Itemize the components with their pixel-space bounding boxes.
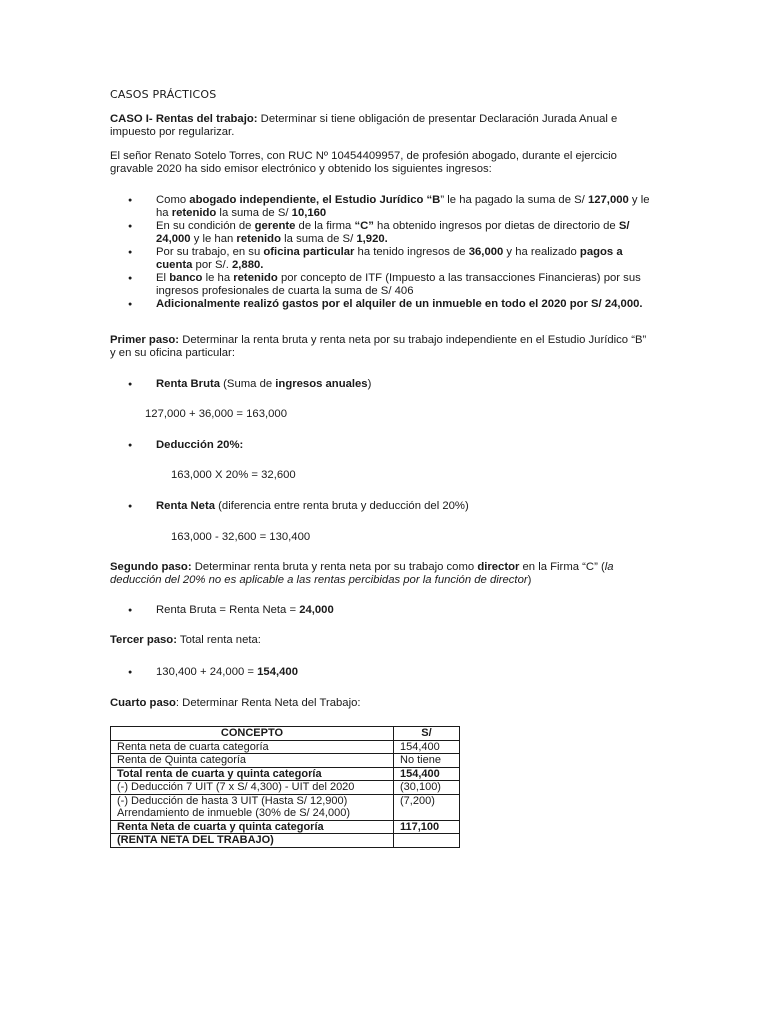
text-run: 10,160: [291, 207, 327, 219]
step1-paragraph: [110, 334, 650, 360]
text-run: Adicionalmente realizó gastos por el alquiler de un inmueble en todo el 2020 por S/ 24,000.: [156, 298, 643, 310]
income-item: [128, 194, 658, 220]
step4-text: : Determinar Renta Neta del Trabajo:: [175, 697, 361, 709]
deduccion-item: [128, 439, 658, 452]
text-run: Por su trabajo, en su: [156, 246, 264, 258]
text-run: ha obtenido ingresos por dietas de directorio de: [373, 220, 619, 232]
table-cell-concept: Renta de Quinta categoría: [111, 754, 394, 768]
text-run: Renta Bruta: [156, 378, 221, 390]
income-list: [128, 194, 658, 311]
table-header-soles: S/: [394, 727, 460, 741]
text-run: ” le ha pagado la suma de S/: [440, 194, 588, 206]
table-cell-value: (7,200): [394, 794, 460, 820]
step3-label: Tercer paso:: [110, 634, 177, 646]
table-row: [111, 820, 460, 834]
text-run: en la Firma “C” (: [519, 561, 605, 573]
text-run: 1,920.: [356, 233, 388, 245]
text-run: ): [527, 574, 532, 586]
intro-paragraph: El señor Renato Sotelo Torres, con RUC Nº 10454409957, de profesión abogado, durante el ejercicio gravable 2020 ha sido emisor electrónico y obtenido los siguientes ingresos:: [110, 150, 617, 175]
table-body: [111, 740, 460, 847]
income-item: [128, 246, 658, 272]
text-run: le ha: [202, 272, 234, 284]
text-run: Deducción 20%:: [156, 439, 244, 451]
text-run: 127,000: [587, 194, 629, 206]
step3-list: [128, 666, 658, 679]
renta-bruta-list: [128, 378, 658, 391]
step3-paragraph: [110, 634, 650, 647]
step1-label: Primer paso:: [110, 334, 180, 346]
renta-bruta-item: [128, 378, 658, 391]
text-run: ha tenido ingresos de: [354, 246, 469, 258]
table-header-row: [111, 727, 460, 741]
step4-paragraph: [110, 697, 650, 710]
table-cell-value: (30,100): [394, 781, 460, 795]
income-item: [128, 220, 658, 246]
step1-text: Determinar la renta bruta y renta neta por su trabajo independiente en el Estudio Jurídico “B” y en su oficina particular:: [110, 334, 647, 359]
step3-text: Total renta neta:: [176, 634, 261, 646]
step2-item: [128, 604, 658, 617]
income-item: [128, 298, 658, 311]
text-run: director: [477, 561, 520, 573]
calc-deduccion: 163,000 X 20% = 32,600: [171, 469, 296, 481]
text-run: de la firma: [295, 220, 355, 232]
case-heading: CASO I- Rentas del trabajo:: [110, 113, 258, 125]
table-cell-value: [394, 834, 460, 848]
calc-renta-bruta: 127,000 + 36,000 = 163,000: [145, 408, 287, 420]
text-run: abogado independiente, el Estudio Jurídico “B: [189, 194, 441, 206]
table-cell-value: 154,400: [394, 767, 460, 781]
text-run: la suma de S/: [216, 207, 292, 219]
text-run: “C”: [354, 220, 374, 232]
table-row: [111, 767, 460, 781]
case-heading-paragraph: [110, 113, 650, 139]
text-run: y le ha: [156, 194, 650, 219]
text-run: gerente: [254, 220, 296, 232]
table-cell-concept: (-) Deducción de hasta 3 UIT (Hasta S/ 12,900) Arrendamiento de inmueble (30% de S/ 24,000): [111, 794, 394, 820]
income-item: [128, 272, 658, 298]
renta-neta-table: [110, 726, 460, 848]
table-cell-concept: Renta neta de cuarta categoría: [111, 740, 394, 754]
text-run: oficina particular: [263, 246, 355, 258]
text-run: retenido: [233, 272, 278, 284]
text-run: y le han: [190, 233, 237, 245]
text-run: Determinar renta bruta y renta neta por su trabajo como: [191, 561, 478, 573]
table-row: [111, 740, 460, 754]
text-run: retenido: [236, 233, 281, 245]
text-run: ): [367, 378, 372, 390]
table-cell-concept: Total renta de cuarta y quinta categoría: [111, 767, 394, 781]
text-run: por concepto de ITF (Impuesto a las transacciones Financieras) por sus ingresos profesionales de cuarta la suma de S/ 406: [156, 272, 641, 297]
text-run: por S/.: [192, 259, 232, 271]
text-run: pagos a cuenta: [156, 246, 623, 271]
table-row: [111, 834, 460, 848]
table-cell-concept: (RENTA NETA DEL TRABAJO): [111, 834, 394, 848]
table-cell-value: 154,400: [394, 740, 460, 754]
table-row: [111, 794, 460, 820]
text-run: la deducción del 20% no es aplicable a las rentas percibidas por la función de director: [110, 561, 614, 586]
calc-renta-neta: 163,000 - 32,600 = 130,400: [171, 531, 311, 543]
text-run: Segundo paso:: [110, 561, 192, 573]
text-run: En su condición de: [156, 220, 255, 232]
step4-label: Cuarto paso: [110, 697, 176, 709]
table-cell-concept: Renta Neta de cuarta y quinta categoría: [111, 820, 394, 834]
step2-list: [128, 604, 658, 617]
step3-item: [128, 666, 658, 679]
step2-paragraph: [110, 561, 650, 587]
table-row: [111, 781, 460, 795]
text-run: 154,400: [257, 666, 298, 678]
text-run: Como: [156, 194, 190, 206]
text-run: Renta Bruta = Renta Neta =: [156, 604, 300, 616]
text-run: la suma de S/: [281, 233, 357, 245]
text-run: Renta Neta: [156, 500, 216, 512]
case-heading-text: Determinar si tiene obligación de presentar Declaración Jurada Anual e impuesto por regularizar.: [110, 113, 618, 138]
text-run: (Suma de: [220, 378, 276, 390]
text-run: retenido: [171, 207, 217, 219]
table-header-concepto: CONCEPTO: [111, 727, 394, 741]
renta-neta-item: [128, 500, 658, 513]
text-run: (diferencia entre renta bruta y deducción del 20%): [215, 500, 469, 512]
deduccion-list: [128, 439, 658, 452]
text-run: ingresos anuales: [275, 378, 368, 390]
table-cell-value: No tiene: [394, 754, 460, 768]
table-cell-value: 117,100: [394, 820, 460, 834]
renta-neta-list: [128, 500, 658, 513]
text-run: 36,000: [468, 246, 504, 258]
table-cell-concept: (-) Deducción 7 UIT (7 x S/ 4,300) - UIT del 2020: [111, 781, 394, 795]
text-run: 24,000: [299, 604, 334, 616]
text-run: y ha realizado: [503, 246, 580, 258]
text-run: 130,400 + 24,000 =: [156, 666, 258, 678]
text-run: 2,880.: [231, 259, 264, 271]
text-run: banco: [169, 272, 203, 284]
text-run: S/ 24,000: [156, 220, 630, 245]
table-row: [111, 754, 460, 768]
text-run: El: [156, 272, 170, 284]
page-title: CASOS PRÁCTICOS: [110, 88, 217, 101]
